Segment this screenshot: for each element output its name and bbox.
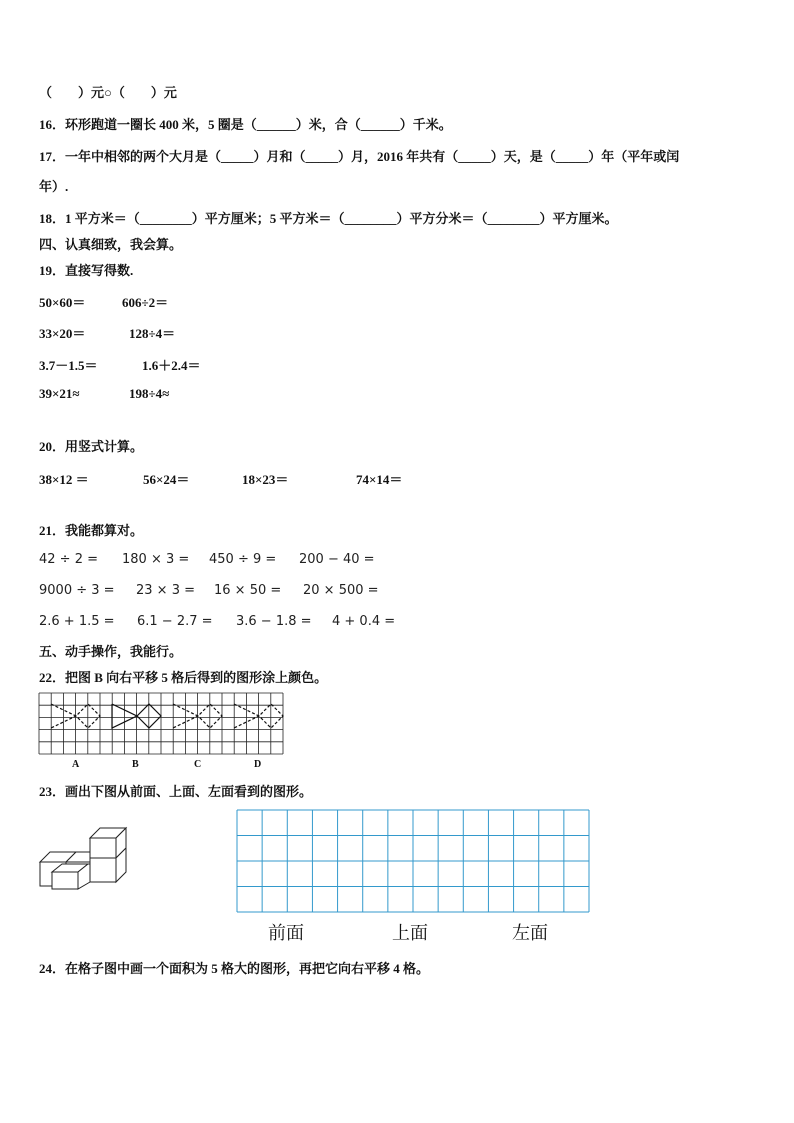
q19-item: 198÷4≈ (129, 386, 170, 401)
q21-item: 2.6 + 1.5 = (39, 614, 115, 629)
question-18: 18．1 平方米＝（________）平方厘米；5 平方米＝（________）平方分米＝（________）平方厘米。 (39, 211, 618, 226)
question-21-title: 21．我能都算对。 (39, 523, 144, 538)
q19-item: 33×20＝ (39, 326, 86, 341)
question-23-title: 23．画出下图从前面、上面、左面看到的图形。 (39, 784, 313, 799)
question-16: 16．环形跑道一圈长 400 米，5 圈是（______）米，合（______）千米。 (39, 117, 452, 132)
q20-item: 38×12 ＝ (39, 472, 89, 487)
section-5-heading: 五、动手操作，我能行。 (39, 644, 183, 659)
q23-label-top: 上面 (392, 923, 428, 944)
q19-item: 39×21≈ (39, 386, 80, 401)
q21-item: 180 × 3 = (122, 552, 190, 567)
q20-item: 18×23＝ (242, 472, 289, 487)
q19-item: 50×60＝ (39, 295, 86, 310)
question-17-line1: 17．一年中相邻的两个大月是（_____）月和（_____）月，2016 年共有（_____）天，是（_____）年（平年或闰 (39, 149, 680, 164)
q22-translation-grid (39, 693, 283, 755)
q22-label-c: C (194, 759, 202, 770)
question-17-line2: 年）. (39, 179, 69, 194)
q21-item: 16 × 50 = (214, 583, 282, 598)
q21-item: 450 ÷ 9 = (209, 552, 277, 567)
q21-item: 9000 ÷ 3 = (39, 583, 115, 598)
q22-label-b: B (132, 759, 139, 770)
q23-label-left: 左面 (512, 923, 548, 944)
q21-item: 4 + 0.4 = (332, 614, 396, 629)
q23-cube-figure (38, 826, 130, 890)
section-4-heading: 四、认真细致，我会算。 (39, 237, 183, 252)
q19-item: 1.6＋2.4＝ (142, 358, 201, 373)
q21-item: 6.1 − 2.7 = (137, 614, 213, 629)
question-19-title: 19．直接写得数. (39, 263, 134, 278)
q23-answer-grid (237, 810, 589, 912)
q21-item: 20 × 500 = (303, 583, 379, 598)
q19-item: 606÷2＝ (122, 295, 169, 310)
q21-item: 3.6 − 1.8 = (236, 614, 312, 629)
q20-item: 56×24＝ (143, 472, 190, 487)
question-24: 24．在格子图中画一个面积为 5 格大的图形，再把它向右平移 4 格。 (39, 961, 430, 976)
q21-item: 23 × 3 = (136, 583, 195, 598)
question-22-title: 22．把图 B 向右平移 5 格后得到的图形涂上颜色。 (39, 670, 328, 685)
q22-label-a: A (72, 759, 80, 770)
q19-item: 3.7－1.5＝ (39, 358, 98, 373)
q21-item: 42 ÷ 2 = (39, 552, 98, 567)
q20-item: 74×14＝ (356, 472, 403, 487)
q22-label-d: D (254, 759, 262, 770)
q15-answer-tail: （ ）元○（ ）元 (39, 85, 177, 100)
q19-item: 128÷4＝ (129, 326, 176, 341)
question-20-title: 20．用竖式计算。 (39, 439, 144, 454)
q23-label-front: 前面 (268, 923, 304, 944)
q21-item: 200 − 40 = (299, 552, 375, 567)
